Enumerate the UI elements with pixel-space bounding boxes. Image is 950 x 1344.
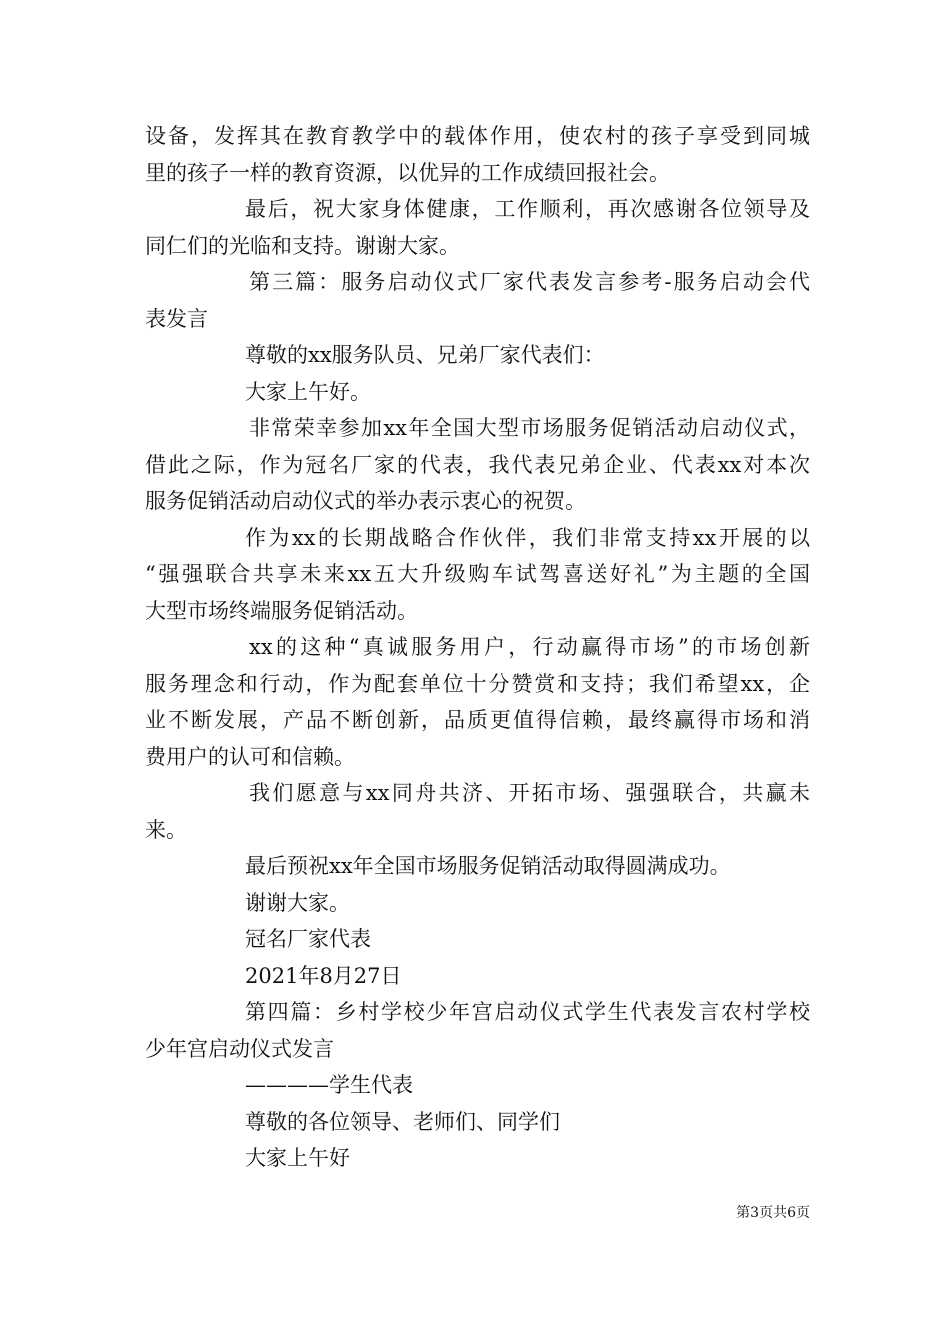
text-line: 业不断发展，产品不断创新，品质更值得信赖，最终赢得市场和消 [145,708,810,732]
salutation: 尊敬的各位领导、老师们、同学们 [245,1109,560,1134]
signature-date: 2021年8月27日 [245,963,402,988]
text-line: 设备，发挥其在教育教学中的载体作用，使农村的孩子享受到同城 [145,124,810,148]
salutation: 尊敬的xx服务队员、兄弟厂家代表们： [245,343,605,367]
text-line: 最后，祝大家身体健康，工作顺利，再次感谢各位领导及 [245,197,810,221]
text-line: 服务促销活动启动仪式的举办表示衷心的祝贺。 [145,489,586,513]
text-line: 里的孩子一样的教育资源，以优异的工作成绩回报社会。 [145,160,670,185]
section-heading: 第四篇：乡村学校少年宫启动仪式学生代表发言农村学校 [245,1000,810,1024]
text-line: 谢谢大家。 [245,890,350,915]
document-body [145,118,810,1177]
section-heading-continued: 少年宫启动仪式发言 [145,1036,334,1061]
speaker-line: ————学生代表 [245,1073,413,1097]
text-line: xx的这种“真诚服务用户，行动赢得市场”的市场创新 [249,635,810,659]
text-line: 我们愿意与xx同舟共济、开拓市场、强强联合，共赢未 [249,781,810,805]
signature-name: 冠名厂家代表 [245,927,371,951]
text-line: 借此之际，作为冠名厂家的代表，我代表兄弟企业、代表xx对本次 [145,452,810,477]
page-number: 第3页共6页 [736,1205,810,1221]
text-line: 作为xx的长期战略合作伙伴，我们非常支持xx开展的以 [245,525,810,550]
text-line: 费用户的认可和信赖。 [145,744,355,769]
section-heading: 第三篇：服务启动仪式厂家代表发言参考-服务启动会代 [249,270,810,294]
text-line: 服务理念和行动，作为配套单位十分赞赏和支持；我们希望xx，企 [145,671,810,696]
text-line: 大型市场终端服务促销活动。 [145,598,418,623]
text-line: 最后预祝xx年全国市场服务促销活动取得圆满成功。 [245,854,731,878]
text-line: 来。 [145,817,187,842]
section-heading-continued: 表发言 [145,306,208,331]
greeting: 大家上午好。 [245,379,371,404]
text-line: 同仁们的光临和支持。谢谢大家。 [145,233,460,258]
text-line: 非常荣幸参加xx年全国大型市场服务促销活动启动仪式， [249,416,810,440]
greeting: 大家上午好 [245,1146,350,1170]
text-line: “强强联合共享未来xx五大升级购车试驾喜送好礼”为主题的全国 [145,562,810,586]
